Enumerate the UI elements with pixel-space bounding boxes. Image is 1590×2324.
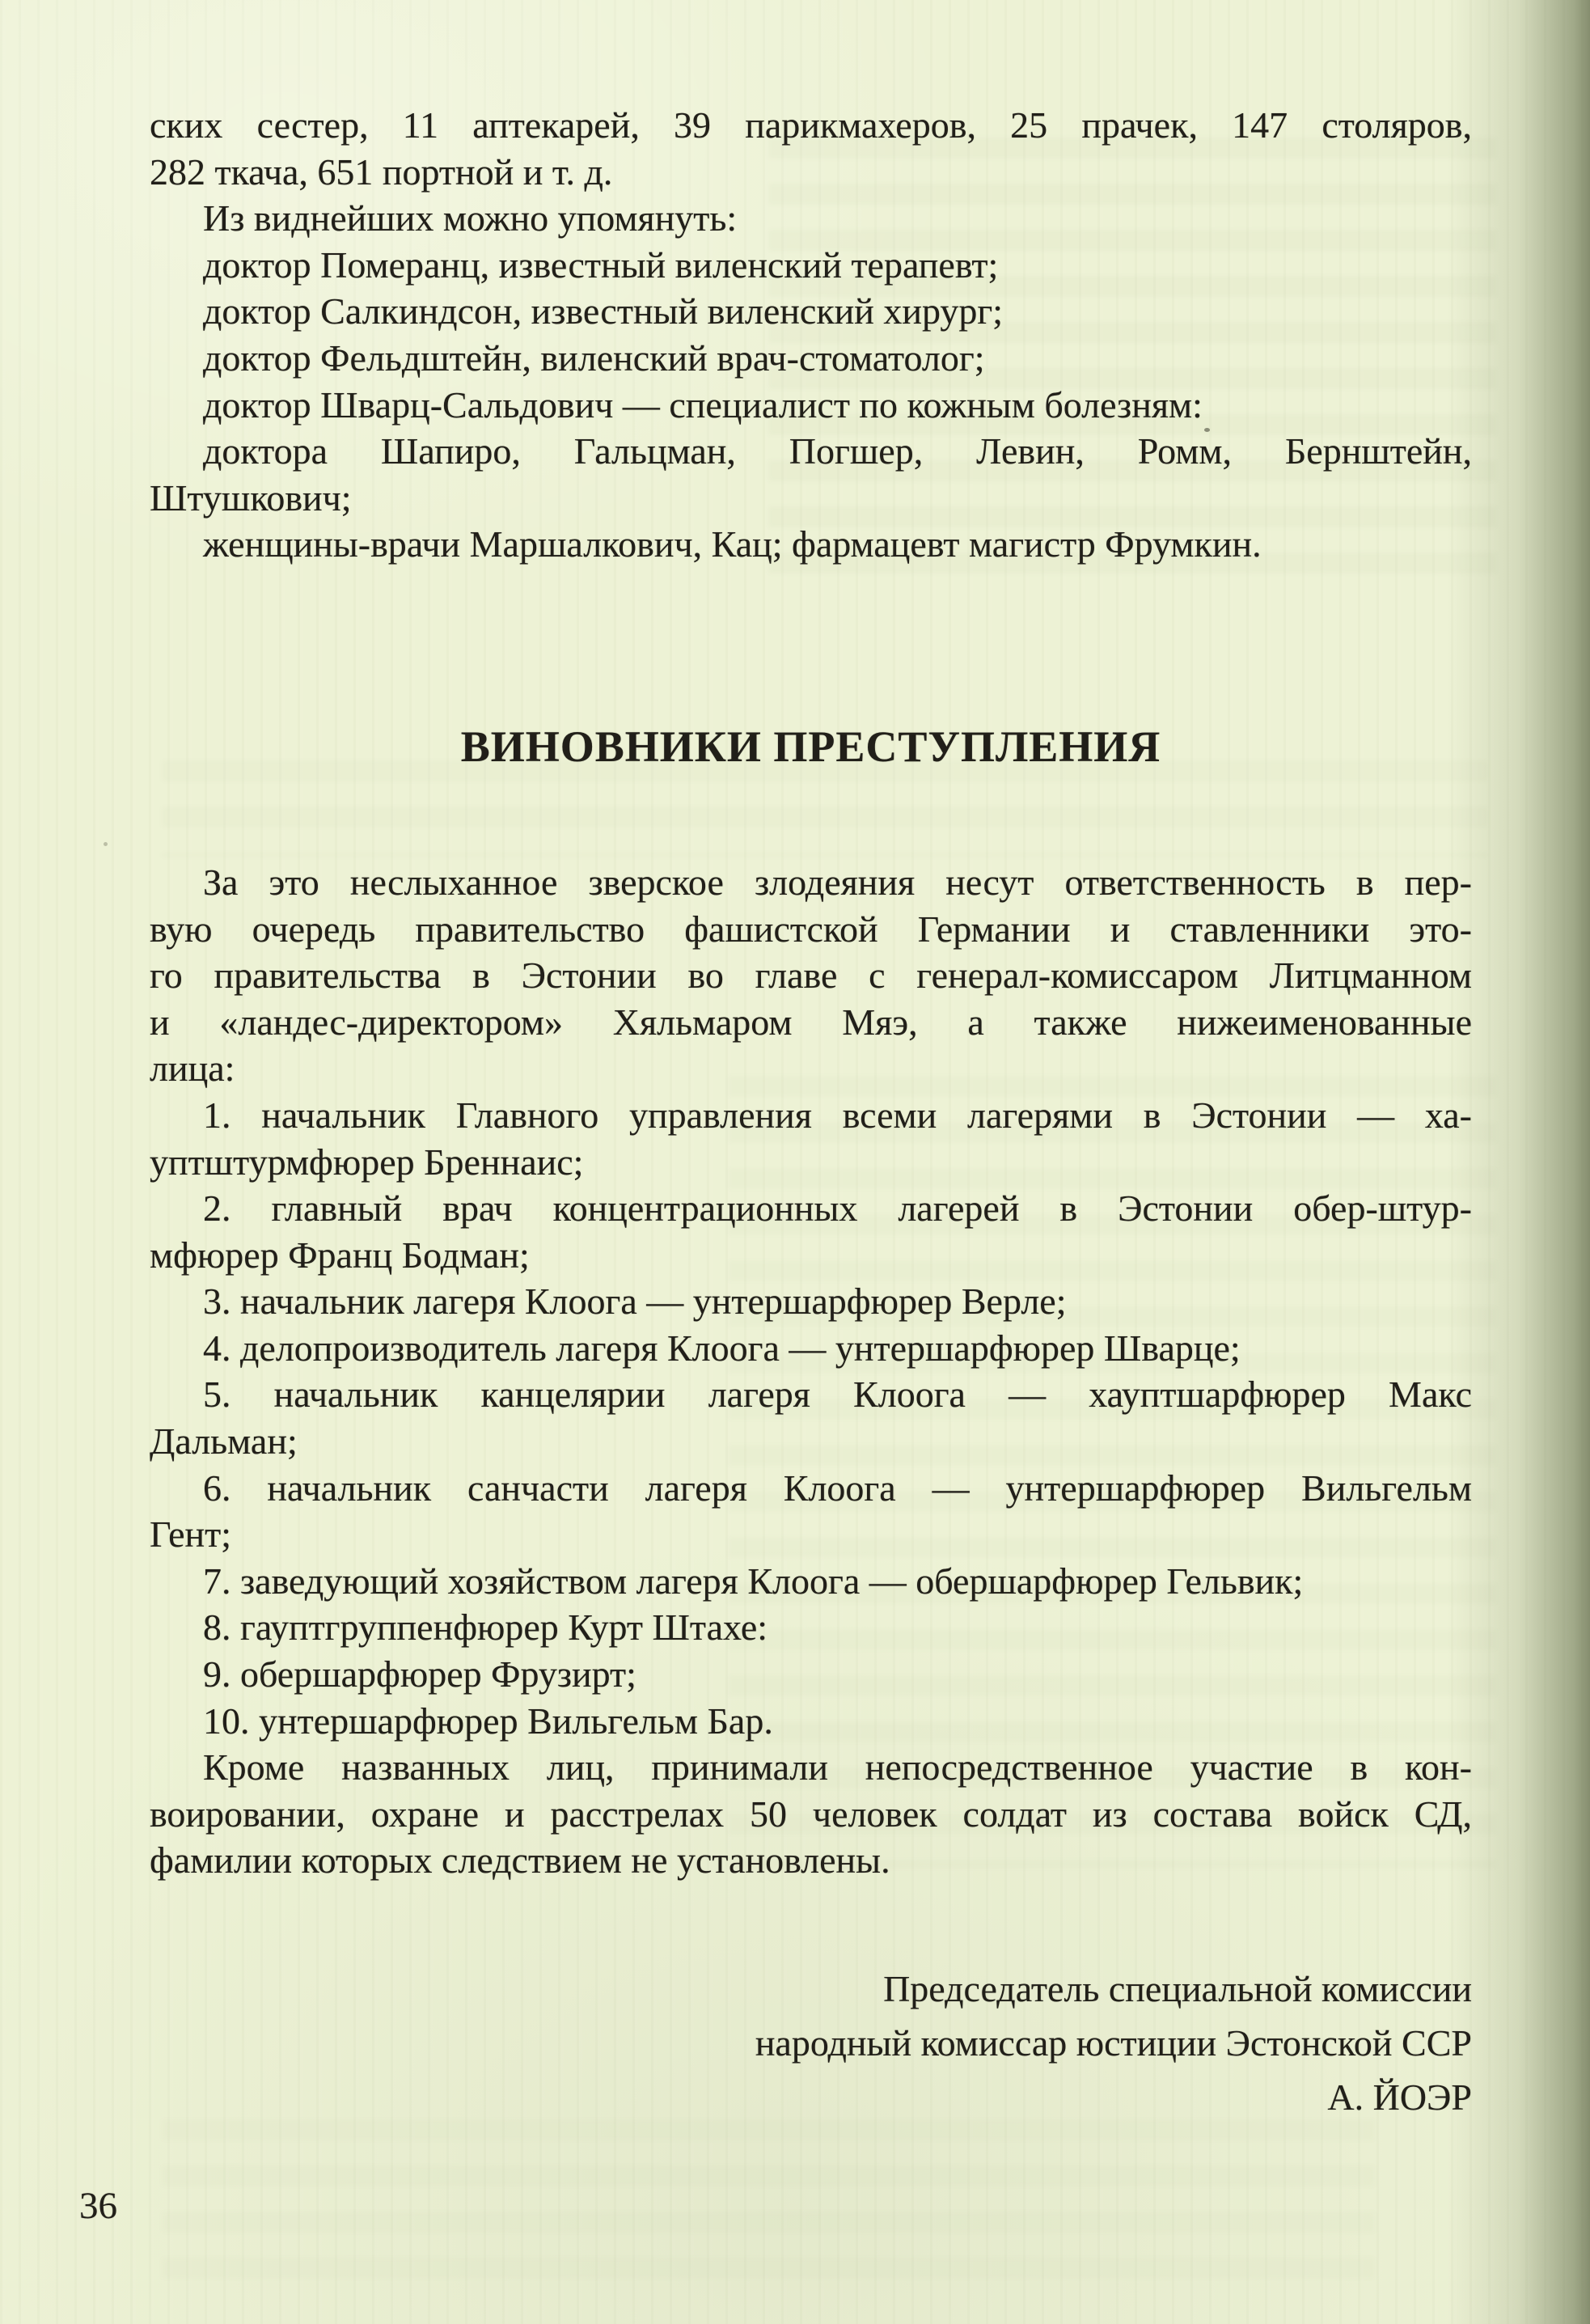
signature-block <box>150 1962 1472 2124</box>
text-line: лица: <box>150 1048 235 1090</box>
text-line: вую очередь правительство фашистской Германии и ставленники это- <box>150 908 1472 950</box>
text-line: уптштурмфюрер Бреннаис; <box>150 1141 584 1183</box>
lead-paragraph <box>150 859 1472 1092</box>
numbered-item-5 <box>150 1371 1472 1464</box>
numbered-item-10 <box>150 1698 1472 1745</box>
numbered-item-3 <box>150 1278 1472 1325</box>
text-line: 5. начальник канцелярии лагеря Клоога — хауптшарфюрер Макс <box>203 1374 1472 1416</box>
numbered-item-4 <box>150 1325 1472 1372</box>
numbered-item-1 <box>150 1092 1472 1185</box>
text-line: фамилии которых следствием не установлены. <box>150 1839 890 1882</box>
numbered-item-8 <box>150 1604 1472 1651</box>
text-line: 6. начальник санчасти лагеря Клоога — унтершарфюрер Вильгельм <box>203 1467 1472 1509</box>
text-line: доктор Салкиндсон, известный виленский хирург; <box>203 290 1004 332</box>
closing-paragraph <box>150 1744 1472 1884</box>
text-line: женщины-врачи Маршалкович, Кац; фармацевт магистр Фрумкин. <box>203 523 1262 565</box>
text-line: 9. обершарфюрер Фрузирт; <box>203 1653 636 1695</box>
numbered-item-6 <box>150 1465 1472 1558</box>
text-line: доктор Шварц-Сальдович — специалист по кожным болезням: <box>203 383 1203 425</box>
bleed-through-texture <box>162 2119 1375 2281</box>
continuation-paragraph <box>150 102 1472 195</box>
text-line: доктор Померанц, известный виленский терапевт; <box>203 243 999 286</box>
text-line: 7. заведующий хозяйством лагеря Клоога — обершарфюрер Гельвик; <box>203 1560 1304 1602</box>
text-line: Кроме названных лиц, принимали непосредственное участие в кон- <box>203 1746 1472 1789</box>
numbered-item-2 <box>150 1185 1472 1278</box>
text-line: 10. унтершарфюрер Вильгельм Бар. <box>203 1700 773 1742</box>
text-line: и «ландес-директором» Хяльмаром Мяэ, а также нижеименованные <box>150 1001 1472 1043</box>
text-line: го правительства в Эстонии во главе с генерал-комиссаром Литцманном <box>150 955 1472 997</box>
text-line: 3. начальник лагеря Клоога — унтершарфюрер Верле; <box>203 1281 1067 1323</box>
text-line: За это неслыханное зверское злодеяния несут ответственность в пер- <box>203 861 1472 903</box>
text-line: народный комиссар юстиции Эстонской ССР <box>755 2022 1472 2064</box>
ink-speck <box>104 842 108 846</box>
text-line: 1. начальник Главного управления всеми лагерями в Эстонии — ха- <box>203 1094 1472 1136</box>
doctor-entry-3 <box>150 335 1472 382</box>
numbered-item-7 <box>150 1558 1472 1605</box>
numbered-item-9 <box>150 1651 1472 1698</box>
text-column <box>150 102 1472 2124</box>
section-heading: ВИНОВНИКИ ПРЕСТУПЛЕНИЯ <box>460 722 1161 771</box>
text-line: ских сестер, 11 аптекарей, 39 парикмахеров, 25 прачек, 147 столяров, <box>150 104 1472 146</box>
text-line: А. ЙОЭР <box>1327 2076 1472 2118</box>
text-line: Из виднейших можно упомянуть: <box>203 197 738 239</box>
doctor-entry-1 <box>150 242 1472 289</box>
text-line: доктор Фельдштейн, виленский врач-стоматолог; <box>203 337 985 379</box>
text-line: воировании, охране и расстрелах 50 человек солдат из состава войск СД, <box>150 1793 1472 1835</box>
text-line: Гент; <box>150 1513 232 1556</box>
text-line: мфюрер Франц Бодман; <box>150 1234 530 1276</box>
doctor-entry-4 <box>150 382 1472 429</box>
text-line: 8. гауптгруппенфюрер Курт Штахе: <box>203 1606 768 1649</box>
text-line: Дальман; <box>150 1420 298 1463</box>
text-line: 282 ткача, 651 портной и т. д. <box>150 150 613 193</box>
text-line: 4. делопроизводитель лагеря Клоога — унтершарфюрер Шварце; <box>203 1327 1241 1369</box>
text-line: доктора Шапиро, Гальцман, Погшер, Левин, Ромм, Бернштейн, <box>203 430 1472 472</box>
text-line: 2. главный врач концентрационных лагерей в Эстонии обер-штур- <box>203 1187 1472 1230</box>
doctor-entry-2 <box>150 288 1472 335</box>
text-line: Председатель специальной комиссии <box>883 1968 1472 2009</box>
intro-paragraph <box>150 195 1472 242</box>
doctor-entry-5 <box>150 428 1472 521</box>
page-number: 36 <box>79 2185 117 2227</box>
doctor-entry-6 <box>150 521 1472 568</box>
text-line: Штушкович; <box>150 476 352 519</box>
